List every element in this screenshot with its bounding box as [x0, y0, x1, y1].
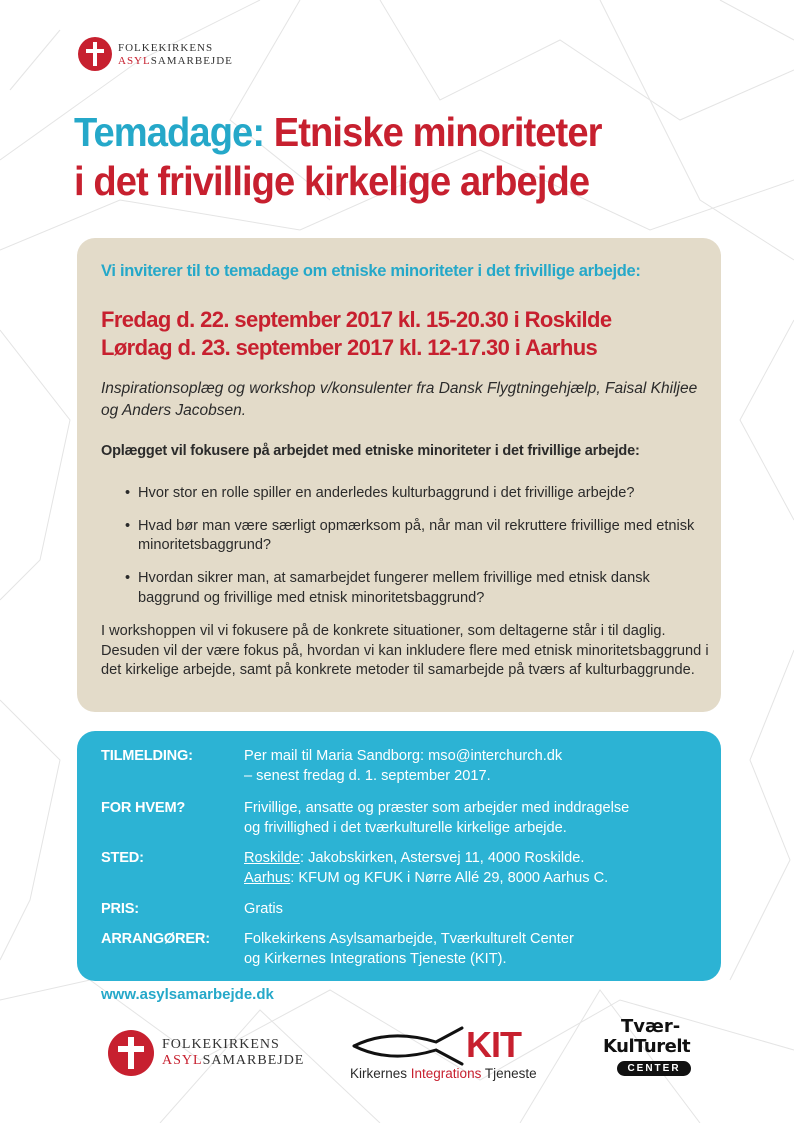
kit-subtitle: Kirkernes Integrations Tjeneste: [350, 1066, 537, 1081]
focus-bullet-list: [125, 484, 710, 621]
arrangorer-line2: og Kirkernes Integrations Tjeneste (KIT).: [244, 951, 507, 968]
title-line2: i det frivillige kirkelige arbejde: [74, 158, 590, 205]
sted-value: [244, 848, 714, 889]
sted-label: STED:: [101, 850, 144, 866]
logo-line2: ASYLSAMARBEJDE: [162, 1053, 305, 1069]
cross-circle-icon: [108, 1030, 154, 1076]
event-dates: [101, 306, 711, 362]
for-hvem-line2: og frivillighed i det tværkulturelle kirkelige arbejde.: [244, 820, 567, 837]
info-row-sted: [101, 848, 721, 890]
tilmelding-line1: Per mail til Maria Sandborg: mso@interchurch.dk: [244, 748, 563, 764]
title-main: Etniske minoriteter: [273, 109, 602, 155]
info-row-tilmelding: [101, 746, 721, 788]
list-item: • Hvad bør man være særligt opmærksom på, når man vil rekruttere frivillige med etnisk minoritetsbaggrund?: [125, 517, 710, 556]
for-hvem-label: FOR HVEM?: [101, 800, 186, 816]
kit-logo: [350, 1022, 560, 1086]
tk-line2: KulTurelt: [603, 1036, 691, 1057]
arrangorer-label: ARRANGØRER:: [101, 931, 210, 947]
tk-line1: Tvær-: [621, 1016, 681, 1037]
website-link[interactable]: www.asylsamarbejde.dk: [101, 986, 274, 1003]
list-item: • Hvor stor en rolle spiller en anderledes kulturbaggrund i det frivillige arbejde?: [125, 484, 710, 504]
sted-address-aarhus: : KFUM og KFUK i Nørre Allé 29, 8000 Aarhus C.: [290, 870, 609, 887]
logo-line2: ASYLSAMARBEJDE: [118, 54, 233, 67]
title-line1: [74, 108, 706, 157]
for-hvem-line1: Frivillige, ansatte og præster som arbejder med inddragelse: [244, 800, 630, 816]
list-item: • Hvordan sikrer man, at samarbejdet fungerer mellem frivillige med etnisk dansk baggrund og frivillige med etnisk minoritetsbaggrund?: [125, 569, 710, 608]
tilmelding-value: [244, 746, 714, 787]
page-title: [74, 108, 706, 206]
sted-roskilde: [244, 848, 714, 868]
invite-text: Vi inviterer til to temadage om etniske minoriteter i det frivillige arbejde:: [101, 262, 641, 280]
focus-heading: Oplægget vil fokusere på arbejdet med etniske minoriteter i det frivillige arbejde:: [101, 443, 640, 459]
pris-value: Gratis: [244, 901, 283, 917]
sted-city-aarhus: Aarhus: [244, 870, 291, 887]
folkekirkens-asylsamarbejde-logo-bottom: [108, 1030, 308, 1080]
for-hvem-value: [244, 798, 714, 839]
cross-circle-icon: [78, 37, 112, 71]
tk-center-badge: CENTER: [617, 1061, 691, 1076]
sted-address-roskilde: : Jakobskirken, Astersvej 11, 4000 Roskilde.: [299, 850, 585, 866]
date-roskilde: Fredag d. 22. september 2017 kl. 15-20.30 i Roskilde: [101, 307, 612, 332]
tvaerkulturelt-center-logo: [603, 1014, 703, 1084]
info-row-pris: [101, 899, 721, 921]
kit-wordmark: KIT: [466, 1024, 521, 1065]
pris-label: PRIS:: [101, 901, 139, 917]
arrangorer-line1: Folkekirkens Asylsamarbejde, Tværkulturelt Center: [244, 931, 574, 947]
arrangorer-value: [244, 929, 714, 970]
tilmelding-label: TILMELDING:: [101, 748, 193, 764]
fish-icon: [350, 1026, 470, 1066]
info-row-arrangorer: [101, 929, 721, 971]
logo-line1: FOLKEKIRKENS: [162, 1037, 280, 1052]
logo-line1: FOLKEKIRKENS: [118, 42, 214, 54]
info-row-for-hvem: [101, 798, 721, 840]
tilmelding-line2: – senest fredag d. 1. september 2017.: [244, 768, 491, 785]
sted-city-roskilde: Roskilde: [244, 850, 300, 866]
sted-aarhus: [244, 868, 714, 888]
inspiration-text: Inspirationsoplæg og workshop v/konsulenter fra Dansk Flygtningehjælp, Faisal Khiljee og Anders Jacobsen.: [101, 380, 698, 419]
title-prefix: Temadage:: [74, 109, 265, 155]
date-aarhus: Lørdag d. 23. september 2017 kl. 12-17.30 i Aarhus: [101, 335, 598, 361]
workshop-text: I workshoppen vil vi fokusere på de konkrete situationer, som deltagerne står i til daglig. Desuden vil der være fokus på, hvordan vi kan inkludere flere med etnisk minoritetsbaggrund i det kirkelige arbejde, samt på konkrete metoder til samarbejde på tværs af kulturbaggrunde.: [101, 623, 709, 679]
folkekirkens-asylsamarbejde-logo: [78, 37, 238, 73]
